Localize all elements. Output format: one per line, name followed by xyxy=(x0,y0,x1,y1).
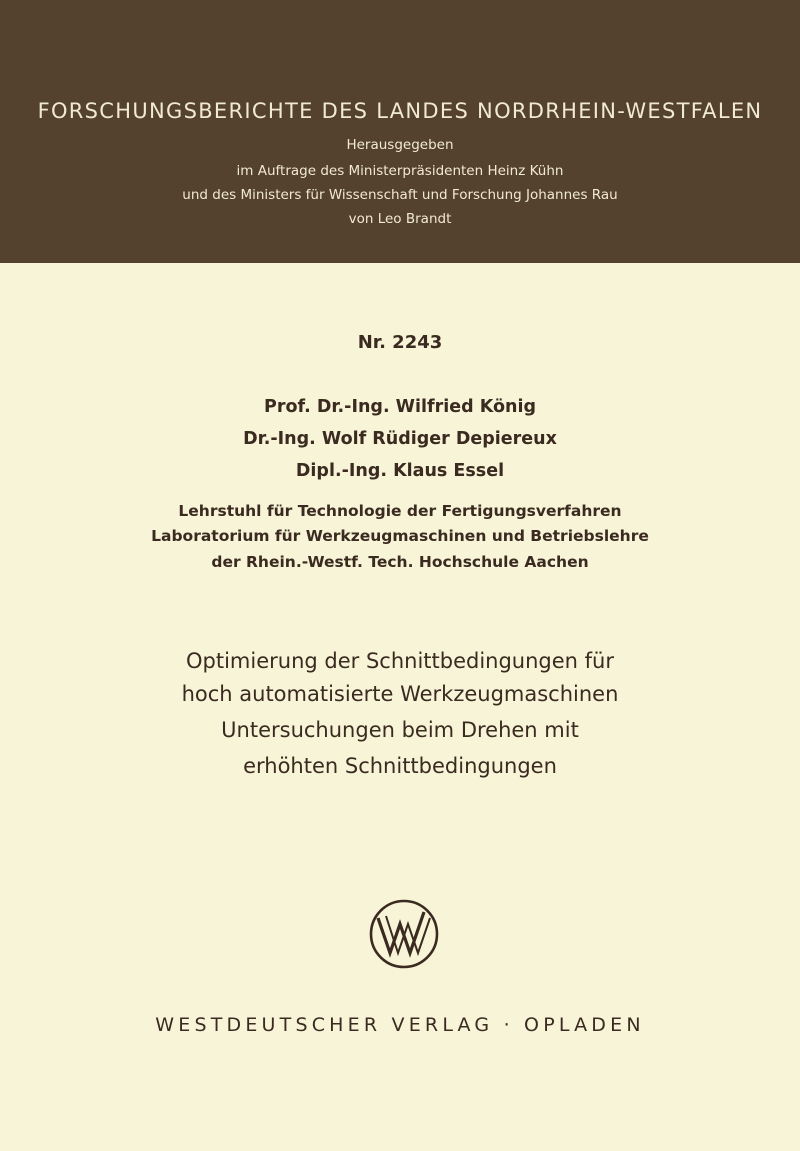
author-1: Prof. Dr.-Ing. Wilfried König xyxy=(264,397,536,417)
publisher-name: WESTDEUTSCHER VERLAG · OPLADEN xyxy=(155,1014,645,1036)
institution-line-3: der Rhein.-Westf. Tech. Hochschule Aachen xyxy=(211,553,589,571)
report-number: Nr. 2243 xyxy=(357,332,443,353)
institution-line-1: Lehrstuhl für Technologie der Fertigungsverfahren xyxy=(178,502,622,520)
title-line-1: Optimierung der Schnittbedingungen für xyxy=(186,649,614,673)
institution-line-2: Laboratorium für Werkzeugmaschinen und Betriebslehre xyxy=(151,527,649,545)
editor-line-4: von Leo Brandt xyxy=(348,211,452,227)
series-title: FORSCHUNGSBERICHTE DES LANDES NORDRHEIN-WESTFALEN xyxy=(37,99,763,123)
author-2: Dr.-Ing. Wolf Rüdiger Depiereux xyxy=(243,429,557,449)
header-band xyxy=(0,0,800,263)
publisher-logo-icon xyxy=(368,898,440,970)
author-3: Dipl.-Ing. Klaus Essel xyxy=(295,461,505,481)
title-line-3: Untersuchungen beim Drehen mit xyxy=(221,718,579,742)
title-line-2: hoch automatisierte Werkzeugmaschinen xyxy=(181,682,619,706)
title-line-4: erhöhten Schnittbedingungen xyxy=(243,754,557,778)
editor-line-1: Herausgegeben xyxy=(346,137,454,153)
editor-line-2: im Auftrage des Ministerpräsidenten Heinz Kühn xyxy=(236,163,564,179)
editor-line-3: und des Ministers für Wissenschaft und Forschung Johannes Rau xyxy=(182,187,618,203)
